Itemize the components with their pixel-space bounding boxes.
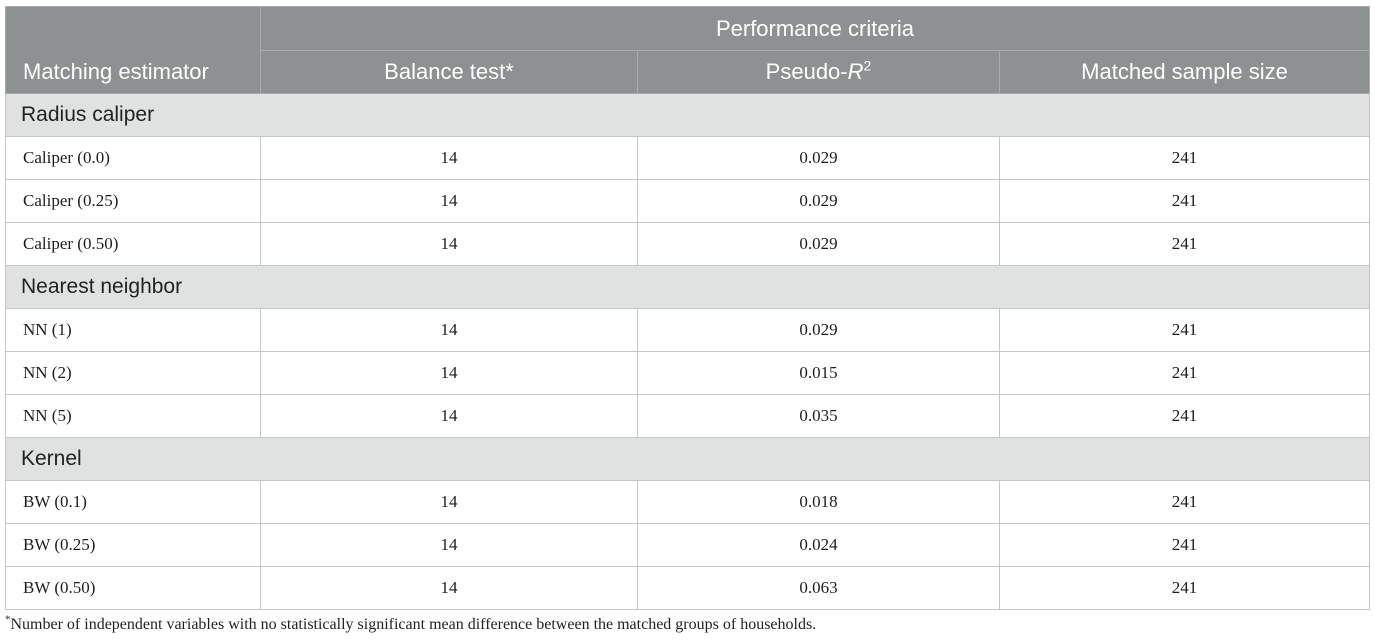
matched-sample-size-cell: 241: [1000, 309, 1370, 352]
balance-test-mark: *: [505, 59, 514, 84]
pseudo-sup: 2: [863, 57, 872, 74]
matched-sample-size-cell: 241: [1000, 180, 1370, 223]
table-row: [6, 180, 1370, 223]
section-row: [6, 94, 1370, 137]
pseudo-r2-cell: 0.018: [638, 481, 1000, 524]
pseudo-r2-cell: 0.029: [638, 137, 1000, 180]
balance-test-cell: 14: [261, 180, 638, 223]
table-row: [6, 352, 1370, 395]
estimator-cell: NN (1): [6, 309, 261, 352]
section-title: Radius caliper: [6, 94, 1370, 137]
balance-test-cell: 14: [261, 395, 638, 438]
group-header-performance-criteria: Performance criteria: [261, 7, 1370, 51]
estimator-cell: Caliper (0.25): [6, 180, 261, 223]
estimator-cell: BW (0.1): [6, 481, 261, 524]
table-row: [6, 309, 1370, 352]
section-row: [6, 266, 1370, 309]
balance-test-cell: 14: [261, 567, 638, 610]
table-row: [6, 567, 1370, 610]
column-header-pseudo-r2: [638, 51, 1000, 94]
column-header-matched-sample-size: Matched sample size: [1000, 51, 1370, 94]
balance-test-cell: 14: [261, 352, 638, 395]
pseudo-r2-cell: 0.063: [638, 567, 1000, 610]
footnote-mark: *: [5, 613, 11, 626]
pseudo-r2-cell: 0.035: [638, 395, 1000, 438]
table-row: [6, 395, 1370, 438]
table-row: [6, 524, 1370, 567]
table-row: [6, 223, 1370, 266]
section-title: Kernel: [6, 438, 1370, 481]
matched-sample-size-cell: 241: [1000, 524, 1370, 567]
footnote-text: Number of independent variables with no statistically significant mean difference between the matched groups of households.: [10, 616, 817, 633]
column-header-balance-test: [261, 51, 638, 94]
pseudo-r2-cell: 0.015: [638, 352, 1000, 395]
section-row: [6, 438, 1370, 481]
estimator-cell: NN (5): [6, 395, 261, 438]
balance-test-cell: 14: [261, 223, 638, 266]
pseudo-r2-cell: 0.029: [638, 309, 1000, 352]
balance-test-label: Balance test: [384, 59, 506, 84]
estimator-cell: Caliper (0.50): [6, 223, 261, 266]
estimator-cell: Caliper (0.0): [6, 137, 261, 180]
pseudo-r2-cell: 0.029: [638, 180, 1000, 223]
section-title: Nearest neighbor: [6, 266, 1370, 309]
pseudo-r2-cell: 0.024: [638, 524, 1000, 567]
pseudo-var: R: [847, 59, 864, 84]
pseudo-prefix: Pseudo-: [765, 59, 848, 84]
stub-header: Matching estimator: [6, 7, 261, 94]
table-row: [6, 481, 1370, 524]
balance-test-cell: 14: [261, 481, 638, 524]
matched-sample-size-cell: 241: [1000, 481, 1370, 524]
matched-sample-size-cell: 241: [1000, 137, 1370, 180]
balance-test-cell: 14: [261, 137, 638, 180]
table-header: [6, 7, 1370, 94]
table-body: [6, 94, 1370, 610]
matching-performance-table: [5, 6, 1370, 610]
table-row: [6, 137, 1370, 180]
balance-test-cell: 14: [261, 524, 638, 567]
matched-sample-size-cell: 241: [1000, 567, 1370, 610]
matched-sample-size-cell: 241: [1000, 352, 1370, 395]
table-footnote: [5, 613, 817, 634]
matched-sample-size-cell: 241: [1000, 395, 1370, 438]
estimator-cell: BW (0.50): [6, 567, 261, 610]
results-table-container: [5, 6, 1369, 610]
estimator-cell: BW (0.25): [6, 524, 261, 567]
estimator-cell: NN (2): [6, 352, 261, 395]
matched-sample-size-cell: 241: [1000, 223, 1370, 266]
pseudo-r2-cell: 0.029: [638, 223, 1000, 266]
balance-test-cell: 14: [261, 309, 638, 352]
